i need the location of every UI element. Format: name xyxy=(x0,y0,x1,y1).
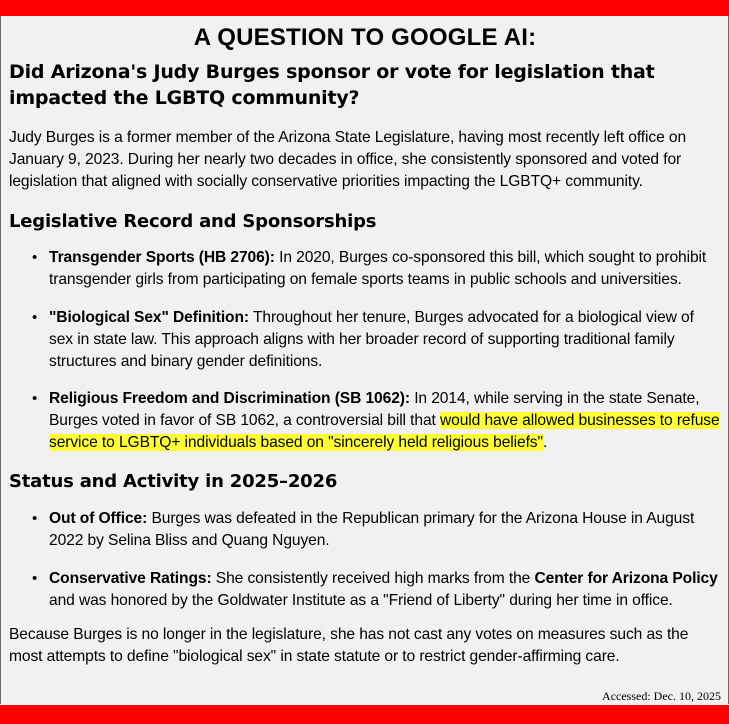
closing-paragraph: Because Burges is no longer in the legislature, she has not cast any votes on measures such as the most attempts to define "biological sex" in state statute or to restrict gender-affirming care. xyxy=(9,626,689,665)
item-label: Conservative Ratings: xyxy=(49,570,212,587)
page-title: A QUESTION TO GOOGLE AI: xyxy=(193,24,537,51)
bullet-icon: • xyxy=(32,510,38,527)
highlighted-text: would have allowed businesses to refuse service to LGBTQ+ individuals based on "sincerely held religious beliefs" xyxy=(49,412,720,451)
top-red-bar xyxy=(0,0,729,16)
item-text: She consistently received high marks from the xyxy=(211,570,535,587)
bullet-icon: • xyxy=(32,249,38,266)
list-item xyxy=(9,508,721,552)
item-text-end: and was honored by the Goldwater Institute as a "Friend of Liberty" during her time in office. xyxy=(49,592,673,609)
list-item xyxy=(9,568,721,612)
item-text: Burges was defeated in the Republican primary for the Arizona House in August 2022 by Selina Bliss and Quang Nguyen. xyxy=(49,510,695,549)
legislative-list xyxy=(9,247,721,454)
item-label: Transgender Sports (HB 2706): xyxy=(49,249,275,266)
status-list xyxy=(9,508,721,612)
list-item xyxy=(9,388,721,454)
item-label: Religious Freedom and Discrimination (SB 1062): xyxy=(49,390,410,407)
list-item xyxy=(9,307,721,373)
bullet-icon: • xyxy=(32,309,38,326)
item-label: "Biological Sex" Definition: xyxy=(49,309,249,326)
bullet-icon: • xyxy=(32,570,38,587)
item-text: In 2020, Burges co-sponsored this bill, which sought to prohibit transgender girls from participating on female sports teams in public schools and universities. xyxy=(49,249,707,288)
list-item xyxy=(9,247,721,291)
item-bold-org: Center for Arizona Policy xyxy=(534,570,718,587)
question-heading: Did Arizona's Judy Burges sponsor or vote for legislation that impacted the LGBTQ community? xyxy=(9,61,655,109)
item-text: In 2014, while serving in the state Senate, Burges voted in favor of SB 1062, a controversial bill that xyxy=(49,390,700,429)
section-heading-status: Status and Activity in 2025–2026 xyxy=(9,471,338,492)
item-text-end: . xyxy=(542,434,548,451)
intro-paragraph: Judy Burges is a former member of the Arizona State Legislature, having most recently left office on January 9, 2023. During her nearly two decades in office, she consistently sponsored and voted for legislation that aligned with socially conservative priorities impacting the LGBTQ+ community. xyxy=(9,129,687,190)
bullet-icon: • xyxy=(32,390,38,407)
item-label: Out of Office: xyxy=(49,510,148,527)
article xyxy=(9,16,721,668)
item-text: Throughout her tenure, Burges advocated for a biological view of sex in state law. This approach aligns with her broader record of supporting traditional family structures and binary gender definitions. xyxy=(49,309,694,370)
section-heading-legislative: Legislative Record and Sponsorships xyxy=(9,211,377,232)
bottom-red-bar xyxy=(0,705,729,724)
accessed-date: Accessed: Dec. 10, 2025 xyxy=(602,689,721,703)
